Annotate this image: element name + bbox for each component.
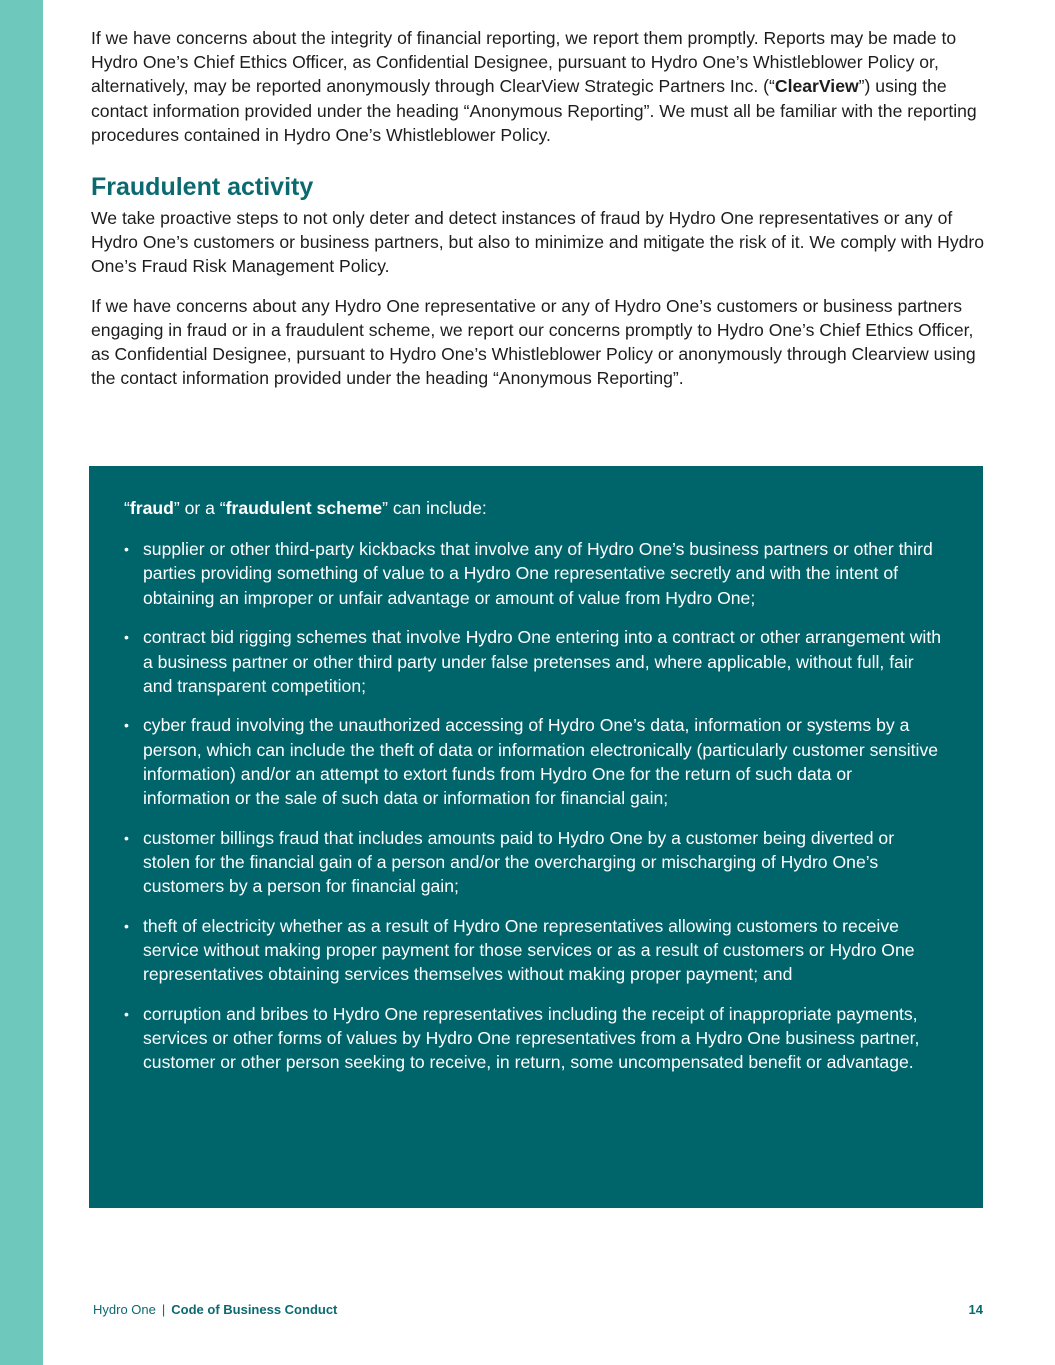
intro-bold-term: ClearView — [774, 76, 859, 97]
bullet-icon: • — [124, 917, 129, 934]
list-item — [124, 625, 943, 698]
footer-document-title: Code of Business Conduct — [171, 1302, 338, 1317]
callout-term-fraud: fraud — [129, 498, 174, 518]
list-item-text: contract bid rigging schemes that involve Hydro One entering into a contract or other arrangement with a business partner or other third party under false pretenses and, where applicable, without full, fair and transparent competition; — [143, 627, 941, 696]
callout-intro-end: ” can include: — [382, 498, 487, 518]
callout-intro — [124, 496, 943, 520]
list-item-text: supplier or other third-party kickbacks that involve any of Hydro One’s business partners or other third parties providing something of value to a Hydro One representative secretly and with the intent of obtaining an improper or unfair advantage or amount of value from Hydro One; — [143, 539, 933, 608]
list-item-text: corruption and bribes to Hydro One representatives including the receipt of inappropriate payments, services or other forms of values by Hydro One representatives from a Hydro One business partner, customer or other person seeking to receive, in return, some uncompensated benefit or advantage. — [143, 1003, 920, 1073]
list-item-text: customer billings fraud that includes amounts paid to Hydro One by a customer being diverted or stolen for the financial gain of a person and/or the overcharging or mischarging of Hydro One’s customers by a person for financial gain; — [143, 827, 895, 897]
fraud-definition-callout — [89, 466, 983, 1208]
intro-text-part2: ”) using the contact information provided under the heading “Anonymous Reporting”. We must all be familiar with the reporting procedures contained in Hydro One’s Whistleblower Policy. — [91, 76, 977, 145]
fraud-examples-list — [124, 537, 943, 1074]
callout-intro-quote: “ — [124, 498, 130, 518]
list-item — [124, 537, 943, 610]
section-paragraph-2: If we have concerns about any Hydro One representative or any of Hydro One’s customers or business partners engaging in fraud or in a fraudulent scheme, we report our concerns promptly to Hydro One’s Chief Ethics Officer, as Confidential Designee, pursuant to Hydro One’s Whistleblower Policy or anonymously through Clearview using the contact information provided under the heading “Anonymous Reporting”. — [91, 295, 976, 389]
bullet-icon: • — [124, 1005, 129, 1022]
side-accent-bar — [0, 0, 43, 1365]
bullet-icon: • — [124, 717, 129, 734]
intro-text-part1: If we have concerns about the integrity of financial reporting, we report them promptly. Reports may be made to Hydro One’s Chief Ethics Officer, as Confidential Designee, pursuant to Hydro One’s Whistleblower Policy or, alternatively, may be reported anonymously through ClearView Strategic Partners Inc. (“ — [91, 28, 957, 97]
list-item — [124, 1002, 943, 1075]
intro-paragraph — [91, 26, 996, 147]
section-heading: Fraudulent activity — [91, 173, 314, 202]
list-item — [124, 914, 943, 987]
footer-separator: | — [161, 1302, 166, 1317]
callout-intro-mid: ” or a “ — [173, 498, 226, 518]
page-number: 14 — [968, 1302, 983, 1317]
page-content — [91, 26, 996, 405]
section-paragraph-1: We take proactive steps to not only deter and detect instances of fraud by Hydro One representatives or any of Hydro One’s customers or business partners, but also to minimize and mitigate the risk of it. We comply with Hydro One’s Fraud Risk Management Policy. — [91, 208, 985, 277]
list-item-text: cyber fraud involving the unauthorized accessing of Hydro One’s data, information or systems by a person, which can include the theft of data or information electronically (particularly customer sensitive information) and/or an attempt to extort funds from Hydro One for the return of such data or information or the sale of such data or information for financial gain; — [143, 715, 939, 809]
bullet-icon: • — [124, 541, 129, 558]
list-item-text: theft of electricity whether as a result of Hydro One representatives allowing customers to receive service without making proper payment for those services or as a result of customers or Hydro One representatives obtaining services themselves without making proper payment; and — [143, 915, 915, 985]
page-footer — [93, 1302, 983, 1317]
footer-org: Hydro One — [93, 1302, 156, 1317]
list-item — [124, 713, 943, 810]
bullet-icon: • — [124, 629, 129, 646]
bullet-icon: • — [124, 829, 129, 846]
list-item — [124, 826, 943, 899]
callout-term-fraudulent-scheme: fraudulent scheme — [225, 498, 383, 518]
